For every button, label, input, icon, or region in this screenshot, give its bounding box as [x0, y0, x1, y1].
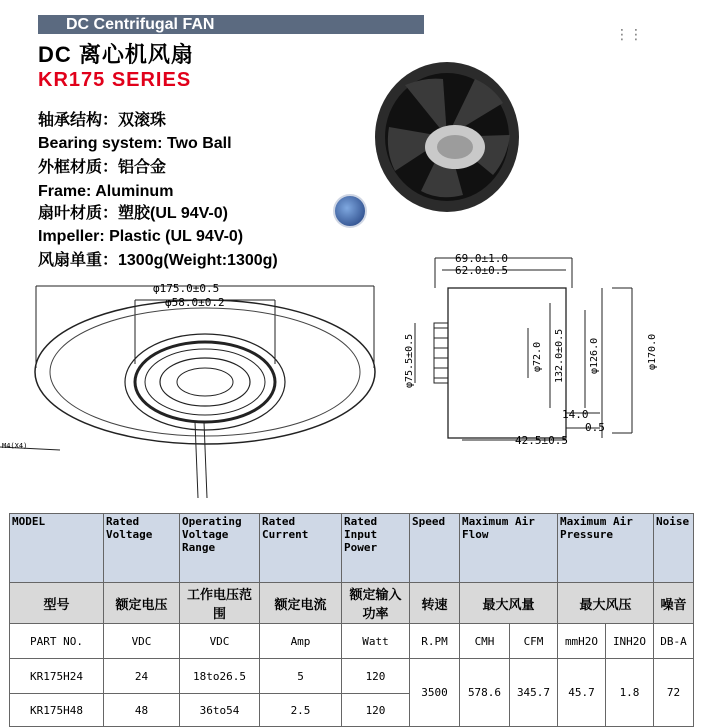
zh-model: 型号	[10, 583, 104, 624]
banner	[38, 15, 424, 34]
spec-frame-en: Frame: Aluminum	[38, 183, 174, 200]
table-row-cmh: 578.6	[460, 659, 510, 727]
table-row-noise: 72	[654, 659, 694, 727]
zh-rated-current: 额定电流	[260, 583, 342, 624]
dim-42-5: 42.5±0.5	[515, 434, 568, 447]
unit-cmh: CMH	[460, 624, 510, 659]
table-row-range: 36to54	[180, 694, 260, 727]
fan-photo	[365, 55, 525, 220]
product-title: DC 离心机风扇	[38, 42, 194, 67]
dim-132: 132.0±0.5	[554, 328, 565, 383]
header-voltage-range: Operating Voltage Range	[180, 514, 260, 583]
certification-badge-icon	[333, 194, 367, 228]
table-row-rpm: 3500	[410, 659, 460, 727]
dim-hub-diameter: φ58.0±0.2	[165, 296, 225, 309]
header-input-power: Rated Input Power	[342, 514, 410, 583]
dim-0-5: 0.5	[585, 421, 605, 434]
header-speed: Speed	[410, 514, 460, 583]
spec-bearing-en: Bearing system: Two Ball	[38, 135, 232, 152]
header-rated-current: Rated Current	[260, 514, 342, 583]
header-noise: Noise	[654, 514, 694, 583]
table-row-power: 120	[342, 659, 410, 694]
table-row-voltage: 24	[104, 659, 180, 694]
spec-table	[9, 513, 694, 727]
zh-voltage-range: 工作电压范围	[180, 583, 260, 624]
series-title: KR175 SERIES	[38, 69, 192, 91]
table-row-mmh2o: 45.7	[558, 659, 606, 727]
unit-part-no: PART NO.	[10, 624, 104, 659]
unit-cfm: CFM	[510, 624, 558, 659]
table-row-power: 120	[342, 694, 410, 727]
header-model: MODEL	[10, 514, 104, 583]
table-row-current: 2.5	[260, 694, 342, 727]
zh-rated-voltage: 额定电压	[104, 583, 180, 624]
unit-rpm: R.PM	[410, 624, 460, 659]
unit-watt: Watt	[342, 624, 410, 659]
table-row-cfm: 345.7	[510, 659, 558, 727]
banner-text: DC Centrifugal FAN	[66, 16, 215, 33]
dim-72: φ72.0	[532, 341, 543, 372]
unit-dba: DB-A	[654, 624, 694, 659]
dim-75: φ75.5±0.5	[404, 333, 415, 388]
spec-impeller-zh: 扇叶材质：塑胶(UL 94V-0)	[38, 205, 228, 222]
header-air-flow: Maximum Air Flow	[460, 514, 558, 583]
table-row-model: KR175H24	[10, 659, 104, 694]
dim-170: φ170.0	[647, 333, 658, 370]
zh-input-power: 额定输入功率	[342, 583, 410, 624]
spec-bearing-zh: 轴承结构：双滚珠	[38, 112, 167, 129]
header-rated-voltage: Rated Voltage	[104, 514, 180, 583]
zh-speed: 转速	[410, 583, 460, 624]
unit-amp: Amp	[260, 624, 342, 659]
header-air-pressure: Maximum Air Pressure	[558, 514, 654, 583]
dim-total-width: 69.0±1.0	[455, 252, 508, 265]
table-row-current: 5	[260, 659, 342, 694]
spec-weight: 风扇单重：1300g(Weight:1300g)	[38, 252, 278, 269]
zh-air-pressure: 最大风压	[558, 583, 654, 624]
spec-frame-zh: 外框材质：铝合金	[38, 159, 167, 176]
unit-inh2o: INH2O	[606, 624, 654, 659]
dim-14: 14.0	[562, 408, 589, 421]
table-row-voltage: 48	[104, 694, 180, 727]
side-view-drawing	[390, 248, 700, 448]
drag-handle-icon[interactable]: ⋮⋮	[615, 26, 643, 42]
zh-air-flow: 最大风量	[460, 583, 558, 624]
table-row-range: 18to26.5	[180, 659, 260, 694]
dim-126: φ126.0	[589, 337, 600, 374]
unit-mmh2o: mmH2O	[558, 624, 606, 659]
dim-outer-diameter: φ175.0±0.5	[153, 282, 220, 295]
unit-vdc: VDC	[104, 624, 180, 659]
mount-hole-label: M4(X4)	[2, 442, 28, 450]
zh-noise: 噪音	[654, 583, 694, 624]
dim-inner-width: 62.0±0.5	[455, 264, 508, 277]
spec-impeller-en: Impeller: Plastic (UL 94V-0)	[38, 228, 244, 245]
unit-vdc-range: VDC	[180, 624, 260, 659]
front-view-drawing	[0, 272, 390, 502]
table-row-inh2o: 1.8	[606, 659, 654, 727]
table-row-model: KR175H48	[10, 694, 104, 727]
